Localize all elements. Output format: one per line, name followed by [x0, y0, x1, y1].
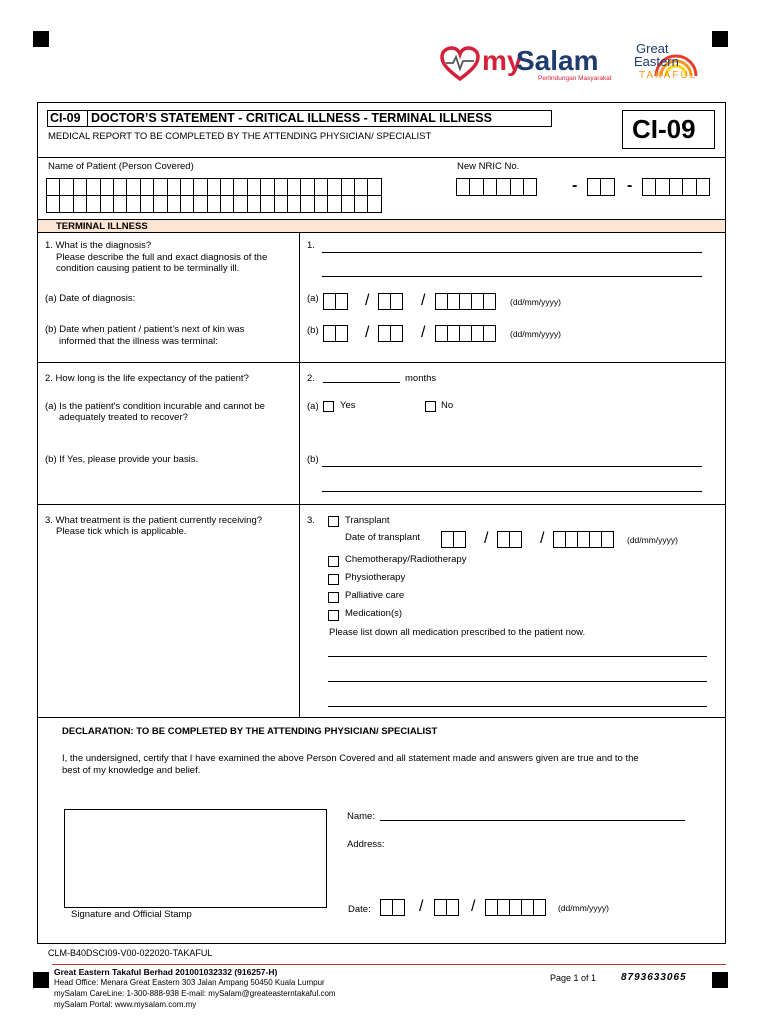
- divider: [38, 504, 725, 505]
- q3-date-transplant-label: Date of transplant: [345, 532, 420, 543]
- q1b-slash-1: /: [365, 324, 370, 341]
- divider: [38, 157, 725, 158]
- q1-number: 1.: [307, 240, 315, 251]
- q1b-number: (b): [307, 325, 319, 336]
- q3-transplant-checkbox[interactable]: [328, 516, 339, 527]
- q2b-answer-line-2[interactable]: [322, 491, 702, 492]
- q1b-date-format: (dd/mm/yyyy): [510, 329, 561, 339]
- brand-salam: Salam: [516, 45, 599, 76]
- q2a-no-label: No: [441, 400, 454, 411]
- form-subtitle: MEDICAL REPORT TO BE COMPLETED BY THE ATTENDING PHYSICIAN/ SPECIALIST: [48, 131, 432, 142]
- q2a-line2: adequately treated to recover?: [59, 412, 188, 423]
- column-divider: [299, 233, 300, 717]
- q1a-number: (a): [307, 293, 319, 304]
- q3-number: 3.: [307, 515, 315, 526]
- q2a-yes-checkbox[interactable]: [323, 401, 334, 412]
- section-title: TERMINAL ILLNESS: [56, 221, 148, 232]
- footer-barcode-number: 8793633065: [621, 972, 687, 983]
- q1b-slash-2: /: [421, 324, 426, 341]
- q2-months-line[interactable]: [323, 382, 400, 383]
- declaration-text-1: I, the undersigned, certify that I have examined the above Person Covered and all statement made and answers given are true and to the: [62, 753, 639, 764]
- declaration-text-2: best of my knowledge and belief.: [62, 765, 201, 776]
- q1-line2: Please describe the full and exact diagnosis of the: [56, 252, 268, 263]
- q3-list-medication: Please list down all medication prescribed to the patient now.: [329, 627, 586, 638]
- q3-medication-checkbox[interactable]: [328, 610, 339, 621]
- q2-question: 2. How long is the life expectancy of the patient?: [45, 373, 249, 384]
- q3-palliative-checkbox[interactable]: [328, 592, 339, 603]
- corner-mark-top-right: [712, 31, 728, 47]
- signature-label: Signature and Official Stamp: [71, 909, 192, 920]
- divider: [38, 362, 725, 363]
- great-eastern-logo: [628, 36, 708, 86]
- nric-dash-1: -: [572, 177, 578, 194]
- nric-label: New NRIC No.: [457, 161, 520, 172]
- q3-physio-checkbox[interactable]: [328, 574, 339, 585]
- nric-dash-2: -: [627, 177, 633, 194]
- divider: [38, 717, 725, 718]
- q1a-date-dd[interactable]: [323, 293, 347, 310]
- declaration-date-format: (dd/mm/yyyy): [558, 903, 609, 913]
- declaration-date-label: Date:: [348, 904, 371, 915]
- q1b-line2: informed that the illness was terminal:: [59, 336, 218, 347]
- corner-mark-bottom-left: [33, 972, 49, 988]
- q3-slash-2: /: [540, 530, 545, 547]
- mysalam-logo: [440, 44, 610, 84]
- footer-divider: [52, 964, 726, 965]
- brand-tagline: Perlindungan Masyarakat: [538, 75, 612, 82]
- q3-chemo-label: Chemotherapy/Radiotherapy: [345, 554, 467, 565]
- ge-line2: Eastern: [634, 54, 679, 69]
- declaration-date-mm[interactable]: [434, 899, 458, 916]
- q1-answer-line-1[interactable]: [322, 252, 702, 253]
- q1b-date-mm[interactable]: [378, 325, 402, 342]
- declaration-address-label: Address:: [347, 839, 385, 850]
- q1b-line1: (b) Date when patient / patient’s next of kin was: [45, 324, 245, 335]
- q2a-yes-label: Yes: [340, 400, 356, 411]
- q2b-number: (b): [307, 454, 319, 465]
- title-code: CI-09: [50, 111, 81, 125]
- q3-line2: Please tick which is applicable.: [56, 526, 187, 537]
- signature-stamp-box[interactable]: [64, 809, 327, 908]
- patient-name-row-1[interactable]: [46, 178, 381, 196]
- big-code: CI-09: [632, 114, 696, 144]
- q3-date-mm[interactable]: [497, 531, 521, 548]
- nric-part-3[interactable]: [642, 178, 709, 196]
- q3-med-line-2[interactable]: [328, 681, 707, 682]
- q3-med-line-1[interactable]: [328, 656, 707, 657]
- q2a-number: (a): [307, 401, 319, 412]
- ge-line1: Great: [636, 41, 669, 56]
- footer-address: Head Office: Menara Great Eastern 303 Jalan Ampang 50450 Kuala Lumpur: [54, 978, 325, 987]
- q3-date-dd[interactable]: [441, 531, 465, 548]
- heart-icon: [440, 46, 480, 82]
- q1-line3: condition causing patient to be terminally ill.: [56, 263, 240, 274]
- q1b-date-dd[interactable]: [323, 325, 347, 342]
- declaration-slash-2: /: [471, 898, 476, 915]
- declaration-date-dd[interactable]: [380, 899, 404, 916]
- ge-line3: TAKAFUL: [639, 70, 698, 81]
- q3-medication-label: Medication(s): [345, 608, 403, 619]
- q1a-date-yyyy[interactable]: [435, 293, 495, 310]
- form-code: CLM-B40DSCI09-V00-022020-TAKAFUL: [48, 948, 213, 958]
- form-title: DOCTOR’S STATEMENT - CRITICAL ILLNESS - TERMINAL ILLNESS: [91, 111, 492, 125]
- q3-slash-1: /: [484, 530, 489, 547]
- q2a-no-checkbox[interactable]: [425, 401, 436, 412]
- q2-months-label: months: [405, 373, 437, 384]
- q3-transplant-label: Transplant: [345, 515, 390, 526]
- q3-chemo-checkbox[interactable]: [328, 556, 339, 567]
- q3-date-yyyy[interactable]: [553, 531, 613, 548]
- declaration-name-label: Name:: [347, 811, 375, 822]
- q3-palliative-label: Palliative care: [345, 590, 405, 601]
- patient-name-label: Name of Patient (Person Covered): [48, 161, 194, 172]
- q3-physio-label: Physiotherapy: [345, 572, 406, 583]
- q1a-date-format: (dd/mm/yyyy): [510, 297, 561, 307]
- q1-answer-line-2[interactable]: [322, 276, 702, 277]
- footer-portal: mySalam Portal: www.mysalam.com.my: [54, 1000, 197, 1009]
- q2a-line1: (a) Is the patient's condition incurable and cannot be: [45, 401, 265, 412]
- footer-careline: mySalam CareLine: 1-300-888-938 E-mail: mySalam@greateasterntakaful.com: [54, 989, 336, 998]
- q2b-label: (b) If Yes, please provide your basis.: [45, 454, 199, 465]
- q1a-slash-1: /: [365, 292, 370, 309]
- corner-mark-top-left: [33, 31, 49, 47]
- nric-part-1[interactable]: [456, 178, 536, 196]
- footer-page: Page 1 of 1: [550, 973, 597, 983]
- corner-mark-bottom-right: [712, 972, 728, 988]
- q1b-date-yyyy[interactable]: [435, 325, 495, 342]
- brand-my: my: [482, 45, 523, 76]
- q1a-date-mm[interactable]: [378, 293, 402, 310]
- nric-part-2[interactable]: [587, 178, 614, 196]
- declaration-slash-1: /: [419, 898, 424, 915]
- q3-question: 3. What treatment is the patient currently receiving?: [45, 515, 263, 526]
- declaration-name-line[interactable]: [380, 820, 685, 821]
- q1a-label: (a) Date of diagnosis:: [45, 293, 136, 304]
- q1a-slash-2: /: [421, 292, 426, 309]
- q3-date-format: (dd/mm/yyyy): [627, 535, 678, 545]
- q3-med-line-3[interactable]: [328, 706, 707, 707]
- footer-company: Great Eastern Takaful Berhad 201001032332 (916257-H): [54, 967, 278, 977]
- declaration-title: DECLARATION: TO BE COMPLETED BY THE ATTENDING PHYSICIAN/ SPECIALIST: [62, 726, 438, 737]
- patient-name-row-2[interactable]: [46, 195, 381, 213]
- q2-number: 2.: [307, 373, 315, 384]
- q1-question: 1. What is the diagnosis?: [45, 240, 152, 251]
- q2b-answer-line-1[interactable]: [322, 466, 702, 467]
- declaration-date-yyyy[interactable]: [485, 899, 545, 916]
